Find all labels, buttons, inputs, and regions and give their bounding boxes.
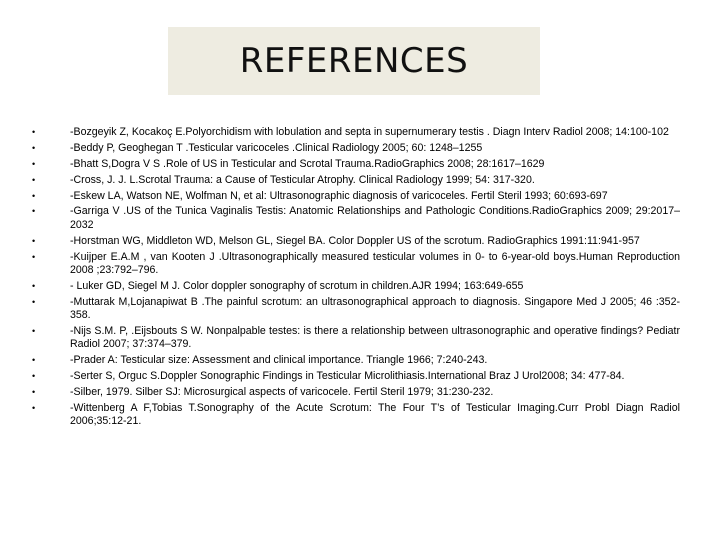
bullet-icon: • — [32, 280, 36, 291]
reference-item — [30, 158, 680, 171]
reference-text: -Bhatt S,Dogra V S .Role of US in Testicular and Scrotal Trauma.RadioGraphics 2008; 28:1617–1629 — [70, 157, 545, 170]
bullet-icon: • — [32, 370, 36, 381]
bullet-icon: • — [32, 142, 36, 153]
reference-text: -Silber, 1979. Silber SJ: Microsurgical aspects of varicocele. Fertil Steril 1979; 31:230-232. — [70, 385, 494, 398]
reference-item — [30, 386, 680, 399]
reference-text: -Wittenberg A F,Tobias T.Sonography of the Acute Scrotum: The Four T’s of Testicular Imaging.Curr Probl Diagn Radiol 2006;35:12-21. — [70, 401, 680, 427]
title-banner — [168, 27, 540, 95]
bullet-icon: • — [32, 206, 36, 217]
reference-item — [30, 402, 680, 429]
reference-text: -Garriga V .US of the Tunica Vaginalis Testis: Anatomic Relationships and Pathologic Conditions.RadioGraphics 2009; 29:2017–2032 — [70, 205, 680, 231]
bullet-icon: • — [32, 127, 36, 137]
reference-text: - Luker GD, Siegel M J. Color doppler sonography of scrotum in children.AJR 1994; 163:649-655 — [70, 279, 524, 292]
bullet-icon: • — [32, 325, 36, 336]
bullet-icon: • — [32, 235, 36, 246]
references-list — [30, 126, 680, 431]
reference-text: -Bozgeyik Z, Kocakoç E.Polyorchidism with lobulation and septa in supernumerary testis . Diagn Interv Radiol 2008; 14:100-102 — [70, 126, 669, 138]
reference-text: -Muttarak M,Lojanapiwat B .The painful scrotum: an ultrasonographical approach to diagnosis. Singapore Med J 2005; 46 :352-358. — [70, 295, 680, 321]
reference-item — [30, 190, 680, 203]
reference-item — [30, 142, 680, 155]
page-title: REFERENCES — [239, 41, 469, 81]
bullet-icon: • — [32, 386, 36, 397]
reference-text: -Cross, J. J. L.Scrotal Trauma: a Cause of Testicular Atrophy. Clinical Radiology 1999; 54: 317-320. — [70, 173, 535, 186]
reference-text: -Horstman WG, Middleton WD, Melson GL, Siegel BA. Color Doppler US of the scrotum. RadioGraphics 1991:11:941-957 — [70, 234, 640, 247]
bullet-icon: • — [32, 158, 36, 169]
reference-item — [30, 354, 680, 367]
reference-item — [30, 235, 680, 248]
reference-text: -Kuijper E.A.M , van Kooten J .Ultrasonographically measured testicular volumes in 0- to 6-year-old boys.Human Reproduction 2008 ;23:792–796. — [70, 250, 680, 276]
bullet-icon: • — [32, 251, 36, 262]
reference-text: -Serter S, Orguc S.Doppler Sonographic Findings in Testicular Microlithiasis.International Braz J Urol2008; 34: 477-84. — [70, 369, 625, 382]
reference-item — [30, 126, 680, 139]
bullet-icon: • — [32, 174, 36, 185]
reference-text: -Nijs S.M. P, .Eijsbouts S W. Nonpalpable testes: is there a relationship between ultrasonographic and operative findings? Pediatr Radiol 2007; 37:374–379. — [70, 324, 680, 351]
bullet-icon: • — [32, 354, 36, 365]
reference-item — [30, 205, 680, 232]
bullet-icon: • — [32, 190, 36, 201]
reference-text: -Beddy P, Geoghegan T .Testicular varicoceles .Clinical Radiology 2005; 60: 1248–1255 — [70, 141, 483, 154]
reference-text: -Prader A: Testicular size: Assessment and clinical importance. Triangle 1966; 7:240-243. — [70, 353, 488, 366]
reference-item — [30, 251, 680, 278]
reference-item — [30, 280, 680, 293]
reference-text: -Eskew LA, Watson NE, Wolfman N, et al: Ultrasonographic diagnosis of varicoceles. Fertil Steril 1993; 60:693-697 — [70, 189, 608, 202]
bullet-icon: • — [32, 402, 36, 413]
reference-item — [30, 325, 680, 352]
reference-item — [30, 174, 680, 187]
reference-item — [30, 370, 680, 383]
bullet-icon: • — [32, 296, 36, 307]
reference-item — [30, 296, 680, 323]
